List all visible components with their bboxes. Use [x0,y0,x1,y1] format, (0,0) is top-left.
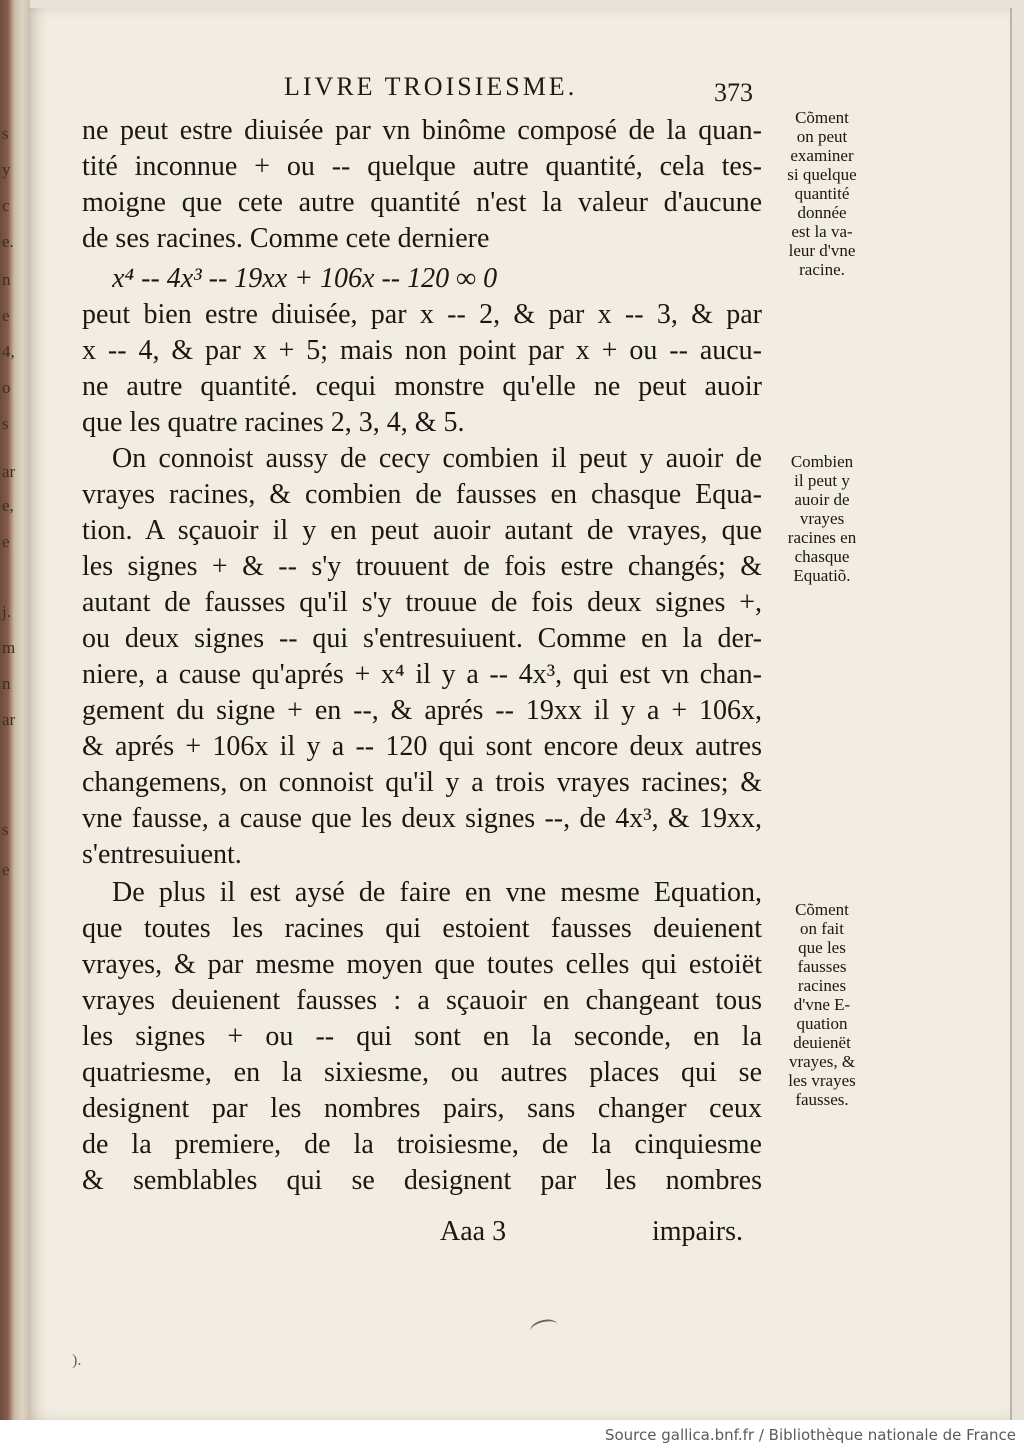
page-number: 373 [714,78,753,107]
fragment: y [2,160,11,179]
fragment: s [2,414,9,433]
fragment: 4, [2,342,15,361]
margin-note-line: racine. [799,260,845,279]
text-line: vrayes, & par mesme moyen que toutes celles qui estoiët [82,949,762,980]
margin-note-line: les vrayes [788,1071,856,1090]
text-line: On connoist aussy de cecy combien il peut y auoir de [112,443,762,474]
margin-note-line: Cõment [795,900,849,919]
text-line: designent par les nombres pairs, sans changer ceux [82,1093,762,1124]
margin-note-line: quantité [794,184,850,203]
margin-note-count-roots [767,452,877,585]
fragment: s [2,124,9,143]
margin-note-line: on peut [796,127,848,146]
margin-note-line: deuienët [793,1033,851,1052]
fragment: ar [2,462,16,481]
fragment: e [2,532,10,551]
margin-note-line: on fait [800,919,844,938]
text-line: que toutes les racines qui estoient fausses deuienent [82,913,762,944]
text-line: changemens, on connoist qu'il y a trois vrayes racines; & [82,767,762,798]
text-line: vrayes deuienent fausses : a sçauoir en changeant tous [82,985,762,1016]
fragment: n [2,674,11,693]
fragment: c [2,196,10,215]
text-line: & semblables qui se designent par les nombres [82,1165,762,1196]
fragment: ar [2,710,16,729]
text-line: & aprés + 106x il y a -- 120 qui sont encore deux autres [82,731,762,762]
fragment: j. [2,602,11,621]
margin-note-line: fausses. [795,1090,849,1109]
text-line: les signes + & -- s'y trouuent de fois estre changés; & [82,551,762,582]
fragment: e. [2,232,14,251]
text-line: moigne que cete autre quantité n'est la valeur d'aucune [82,187,762,218]
margin-note-line: leur d'vne [788,241,856,260]
margin-note-line: si quelque [787,165,857,184]
running-head: LIVRE TROISIESME. [284,72,578,101]
text-line: s'entresuiuent. [82,839,242,870]
text-line: x -- 4, & par x + 5; mais non point par x + ou -- aucu- [82,335,762,366]
text-line: de la premiere, de la troisiesme, de la cinquiesme [82,1129,762,1160]
margin-note-line: Combien [790,452,854,471]
fragment: n [2,270,11,289]
text-line: que les quatre racines 2, 3, 4, & 5. [82,407,465,438]
margin-note-line: Cõment [795,108,849,127]
text-line: ne autre quantité. cequi monstre qu'elle ne peut auoir [82,371,762,402]
margin-note-line: vrayes, & [788,1052,856,1071]
margin-note-line: que les [798,938,846,957]
margin-note-line: chasque [794,547,850,566]
margin-note-line: est la va- [791,222,853,241]
text-line: ne peut estre diuisée par vn binôme composé de la quan- [82,115,762,146]
text-line: niere, a cause qu'aprés + x⁴ il y a -- 4x³, qui est vn chan- [82,659,762,690]
fragment: o [2,378,11,397]
margin-note-line: quation [796,1014,848,1033]
signature-mark: Aaa 3 [440,1216,507,1247]
text-line: vrayes racines, & combien de fausses en chasque Equa- [82,479,762,510]
margin-note-line: donnée [797,203,847,222]
text-line: quatriesme, en la sixiesme, ou autres places qui se [82,1057,762,1088]
text-line: De plus il est aysé de faire en vne mesme Equation, [112,877,762,908]
margin-note-line: racines [797,976,847,995]
text-line: ou deux signes -- qui s'entresuiuent. Comme en la der- [82,623,762,654]
source-credit: Source gallica.bnf.fr / Bibliothèque nationale de France [604,1426,1016,1444]
text-line: peut bien estre diuisée, par x -- 2, & par x -- 3, & par [82,299,762,330]
fragment: e [2,306,10,325]
text-line: vne fausse, a cause que les deux signes --, de 4x³, & 19xx, [82,803,762,834]
margin-note-line: il peut y [794,471,850,490]
fragment: e [2,860,10,879]
text-line: tion. A sçauoir il y en peut auoir autant de vrayes, que [82,515,762,546]
margin-note-line: d'vne E- [793,995,851,1014]
margin-note-line: vrayes [799,509,845,528]
text-line: de ses racines. Comme cete derniere [82,223,490,254]
fragment: s [2,820,9,839]
margin-note-line: examiner [790,146,854,165]
margin-note-swap-roots [767,900,877,1109]
margin-note-examine-root [767,108,877,279]
equation-line: x⁴ -- 4x³ -- 19xx + 106x -- 120 ∞ 0 [112,263,498,294]
text-line: autant de fausses qu'il s'y trouue de fois deux signes +, [82,587,762,618]
text-line: gement du signe + en --, & aprés -- 19xx il y a + 106x, [82,695,762,726]
text-line: les signes + ou -- qui sont en la seconde, en la [82,1021,762,1052]
catchword: impairs. [652,1216,743,1247]
margin-note-line: racines en [787,528,857,547]
text-line: tité inconnue + ou -- quelque autre quantité, cela tes- [82,151,762,182]
margin-note-line: fausses [797,957,847,976]
margin-note-line: Equatiõ. [793,566,851,585]
facing-page-fragments [2,90,20,879]
fragment: e, [2,496,14,515]
margin-note-line: auoir de [794,490,850,509]
fragment: m [2,638,16,657]
stray-mark: ). [72,1352,82,1369]
